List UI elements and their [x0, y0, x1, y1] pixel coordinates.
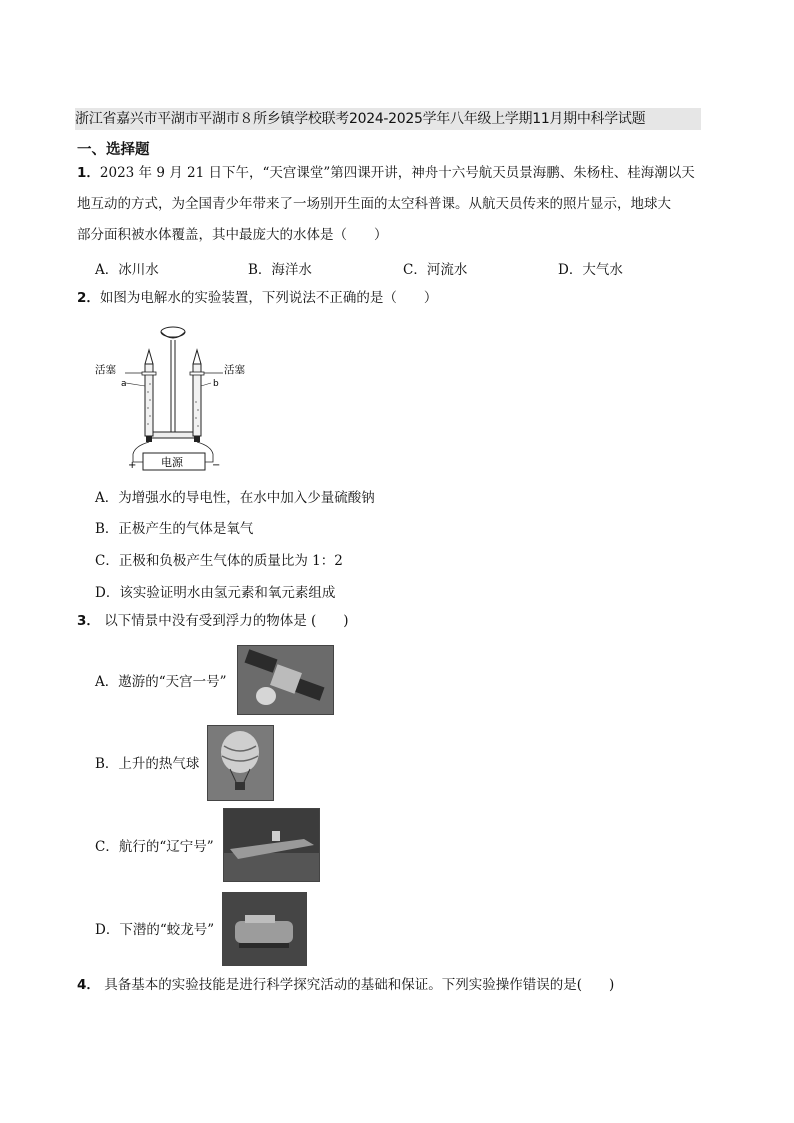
label-a: a: [121, 379, 127, 389]
power-supply-label: 电源: [161, 456, 183, 469]
question-1-options: [95, 258, 695, 282]
hot-air-balloon-photo: [207, 725, 274, 801]
question-number: 2．: [77, 290, 100, 306]
label-plus: +: [128, 460, 137, 471]
question-number: 4．: [77, 977, 100, 993]
submersible-photo: [222, 892, 307, 966]
option-c[interactable]: C．河流水: [403, 262, 468, 278]
question-text: 如图为电解水的实验装置，下列说法不正确的是（ ）: [99, 290, 438, 306]
option-b[interactable]: B．海洋水: [248, 262, 312, 278]
option-c[interactable]: C．航行的“辽宁号”: [95, 839, 214, 855]
option-b[interactable]: B．正极产生的气体是氧气: [95, 521, 254, 537]
option-a[interactable]: A．冰川水: [95, 262, 159, 278]
electrolysis-apparatus-figure: [95, 322, 260, 472]
question-text: 具备基本的实验技能是进行科学探究活动的基础和保证。下列实验操作错误的是( ): [99, 977, 615, 993]
section-heading: 一、选择题: [77, 142, 150, 158]
option-d[interactable]: D．该实验证明水由氢元素和氧元素组成: [95, 585, 336, 601]
aircraft-carrier-photo: [223, 808, 320, 882]
option-c[interactable]: C．正极和负极产生气体的质量比为 1：2: [95, 553, 343, 569]
question-text-line: 地互动的方式，为全国青少年带来了一场别开生面的太空科普课。从航天员传来的照片显示，地球大: [77, 196, 671, 212]
question-number: 3．: [77, 613, 100, 629]
option-d[interactable]: D．下潜的“蛟龙号”: [95, 922, 215, 938]
question-4: [77, 970, 717, 1001]
question-2: [77, 283, 717, 314]
label-stopcock-right: 活塞: [224, 364, 245, 376]
label-stopcock-left: 活塞: [95, 364, 116, 376]
label-b: b: [213, 379, 219, 389]
option-d[interactable]: D．大气水: [558, 262, 623, 278]
question-text-line: 部分面积被水体覆盖，其中最庞大的水体是（ ）: [77, 227, 388, 243]
question-1: [77, 158, 717, 251]
option-a[interactable]: A．为增强水的导电性，在水中加入少量硫酸钠: [95, 490, 375, 506]
option-b[interactable]: B．上升的热气球: [95, 756, 200, 772]
question-number: 1．: [77, 165, 100, 181]
option-a[interactable]: A．遨游的“天宫一号”: [95, 674, 227, 690]
space-station-photo: [237, 645, 334, 715]
exam-title: 浙江省嘉兴市平湖市平湖市８所乡镇学校联考2024-2025学年八年级上学期11月期中科学试题: [75, 108, 701, 130]
question-text-line: 2023 年 9 月 21 日下午，“天宫课堂”第四课开讲，神舟十六号航天员景海鹏、朱杨柱、桂海潮以天: [99, 165, 695, 181]
question-3: [77, 606, 717, 637]
label-minus: −: [212, 460, 221, 471]
question-text: 以下情景中没有受到浮力的物体是 ( ): [99, 613, 349, 629]
